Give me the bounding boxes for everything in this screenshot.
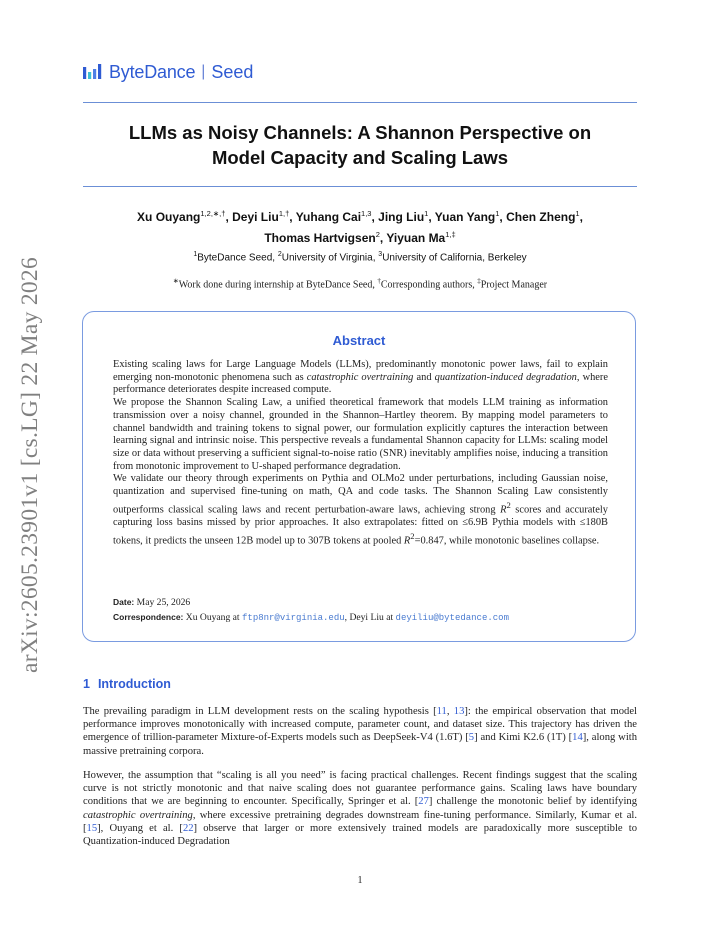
abstract-text: scores and accurately capturing loss basins missed by prior approaches. It also extrapolates: fitted on ≤6.9B Pythia models with ≤180B tokens, it predicts the unseen 12B model up to 307B tokens at pooled bbox=[113, 504, 608, 547]
authors-line-2: Thomas Hartvigsen$^2$, Yiyuan $Ma^{1,\ddagger}$ bbox=[264, 230, 456, 245]
title-line-1: LLMs as Noisy Channels: A Shannon Perspective on bbox=[128, 122, 592, 143]
sub-brand-name: Seed bbox=[211, 61, 254, 82]
section-title: Introduction bbox=[97, 677, 171, 691]
paper-title bbox=[83, 120, 637, 170]
abstract-text: and bbox=[413, 371, 435, 383]
author-name: Jing Liu bbox=[378, 210, 425, 224]
correspondence-text: Xu Ouyang at bbox=[185, 612, 240, 623]
citation-link[interactable]: 27 bbox=[418, 796, 429, 808]
note-text: Corresponding authors bbox=[380, 279, 473, 291]
intro-paragraph-1: The prevailing paradigm in LLM development rests on the scaling hypothesis [11, 13]: the empirical observation that model performance improves monotonically with increased compute, parameter count, and dataset size. This trajectory has driven the emergence of trillion-parameter Mixture-of-Experts models such as DeepSeek-V4 (1.6T) [5] and Kimi K2.6 (1T) [14], along with massive pretraining corpora. bbox=[83, 706, 638, 757]
author-affil-marker: 2 bbox=[375, 230, 380, 239]
author-affil-marker: 1,† bbox=[278, 209, 290, 218]
abstract-emphasis: quantization-induced degradation bbox=[434, 371, 577, 383]
affil-marker: 2 bbox=[277, 251, 282, 258]
author-notes: ∗Work done during internship at ByteDance Seed, †Corresponding authors, ‡Project Manager bbox=[172, 277, 548, 291]
author-affil-marker: 1 bbox=[575, 209, 580, 218]
note-marker: † bbox=[377, 277, 381, 285]
citation-link[interactable]: 22 bbox=[182, 822, 194, 834]
affil-marker: 3 bbox=[378, 251, 383, 258]
bytedance-seed-logo bbox=[83, 60, 253, 84]
affiliations: $^1$ByteDance Seed, $^2$University of Virginia, $^3$University of California, Berkeley bbox=[193, 251, 527, 264]
r-squared: R bbox=[500, 504, 507, 516]
affil-marker: 1 bbox=[193, 251, 198, 258]
author-affil-marker: 1,‡ bbox=[445, 230, 456, 239]
citation-link[interactable]: 14 bbox=[572, 732, 583, 744]
r-squared: R bbox=[403, 535, 411, 547]
brand-name: ByteDance bbox=[109, 61, 196, 82]
citation-link[interactable]: 13 bbox=[453, 706, 465, 717]
intro-paragraph-2: However, the assumption that “scaling is all you need” is facing practical challenges. Recent findings suggest that the scaling curve is not strictly monotonic and that naive scaling does not guarantee performance gains. Scaling laws have boundary conditions that we are beginning to encounter. Specifically, Springer et al. [27] challenge the monotonic belief by identifying catastrophic overtraining, where excessive pretraining degrades downstream fine-tuning performance. Similarly, Kumar et al. [15], Ouyang et al. [22] observe that larger or more extensively trained models are paradoxically more susceptible to Quantization-induced Degradation bbox=[83, 770, 637, 848]
affiliation: ByteDance Seed bbox=[197, 252, 273, 264]
note-marker: ‡ bbox=[477, 277, 481, 285]
abstract-text: We validate our theory through experiments on Pythia and OLMo2 under perturbations, including Gaussian noise, quantization and supervised fine-tuning on math, QA and code tasks. The Shannon Scaling Law consistently outperforms classical scaling laws and recent perturbation-aware laws, achieving strong bbox=[113, 473, 608, 516]
abstract-text: =0.847, while monotonic baselines collapse. bbox=[414, 535, 600, 547]
abstract-emphasis: catastrophic overtraining bbox=[306, 371, 414, 383]
author-list bbox=[83, 205, 637, 247]
page-number: 1 bbox=[357, 875, 363, 886]
citation-link[interactable]: 11 bbox=[436, 706, 447, 717]
abstract-box bbox=[82, 311, 636, 642]
author-name: Deyi Liu bbox=[232, 210, 279, 224]
author-name: Chen Zheng bbox=[506, 210, 576, 224]
abstract-text: , where performance deteriorates despite increased compute. bbox=[113, 371, 608, 396]
author-affil-marker: 1 bbox=[495, 209, 500, 218]
author-affil-marker: 1 bbox=[424, 209, 429, 218]
note-text: Project Manager bbox=[480, 279, 548, 291]
correspondence-text: , Deyi Liu at bbox=[344, 612, 394, 623]
author-name: Thomas Hartvigsen bbox=[264, 231, 376, 245]
correspondence-line bbox=[113, 610, 608, 626]
top-rule bbox=[83, 102, 637, 103]
title-rule bbox=[83, 186, 637, 187]
author-name: Xu Ouyang bbox=[137, 210, 201, 224]
abstract-paragraph bbox=[113, 359, 608, 397]
email-link[interactable]: deyiliu@bytedance.com bbox=[395, 613, 509, 623]
date-value: May 25, 2026 bbox=[136, 597, 191, 608]
author-name: Yiyuan Ma bbox=[386, 231, 446, 245]
arxiv-stamp-text: arXiv:2605.23901v1 [cs.LG] 22 May 2026 bbox=[17, 256, 43, 674]
abstract-paragraph: We validate our theory through experiments on Pythia and OLMo2 under perturbations, including Gaussian noise, quantization and supervised fine-tuning on math, QA and code tasks. The Shannon Scaling Law consistently outperforms classical scaling laws and recent perturbation-aware laws, achieving strong $R^2$ scores and accurately capturing loss basins missed by prior approaches. It also extrapolates: fitted on ≤6.9B Pythia models with ≤180B tokens, it predicts the unseen 12B model up to 307B tokens at pooled $R^2=0.847$, while monotonic baselines collapse. bbox=[113, 473, 608, 547]
affiliation: University of Virginia bbox=[281, 252, 373, 264]
authors-line-1: Xu Ouyang$^{1,2,∗,\dagger}$, Deyi Liu$^{1,\dagger}$, Yuhang Cai$^{1,3}$, Jing Liu$^1$, Yuan Yang$^1$, Chen Zheng$^1$, bbox=[137, 209, 583, 224]
author-affil-marker: 1,3 bbox=[361, 209, 372, 218]
citation-link[interactable]: 5 bbox=[468, 732, 475, 744]
bytedance-logo-icon bbox=[83, 64, 103, 80]
abstract-paragraph: We propose the Shannon Scaling Law, a unified theoretical framework that models LLM training as information transmission over a noisy channel, grounded in the Shannon–Hartley theorem. By mapping model parameters to channel bandwidth and training tokens to signal power, our formulation explicitly captures the interaction between learning signal and intrinsic noise. This perspective reveals a fundamental Shannon capacity for LLMs: scaling model size or data without preserving a sufficient signal-to-noise ratio (SNR) inevitably amplifies noise, inducing a transition from monotonic improvement to U-shaped performance degradation. bbox=[113, 397, 608, 472]
correspondence-label: Correspondence: bbox=[113, 612, 184, 622]
title-line-2: Model Capacity and Scaling Laws bbox=[211, 147, 509, 168]
note-marker: ∗ bbox=[172, 277, 179, 285]
abstract-body bbox=[113, 359, 608, 548]
section-number: 1 bbox=[83, 677, 90, 691]
affiliation: University of California, Berkeley bbox=[382, 252, 527, 264]
author-affil-marker: 1,2,∗,† bbox=[200, 209, 226, 218]
date-label: Date: bbox=[113, 597, 135, 607]
abstract-text: Existing scaling laws for Large Language Models (LLMs), predominantly monotonic power laws, fail to explain emerging non-monotonic phenomena such as bbox=[113, 359, 608, 383]
brand-separator: | bbox=[201, 63, 206, 80]
date-line bbox=[113, 595, 608, 610]
note-text: Work done during internship at ByteDance Seed bbox=[178, 279, 373, 291]
author-name: Yuan Yang bbox=[434, 210, 496, 224]
email-link[interactable]: ftp8nr@virginia.edu bbox=[242, 613, 345, 623]
author-name: Yuhang Cai bbox=[295, 210, 362, 224]
citation-link[interactable]: 15 bbox=[86, 822, 98, 834]
abstract-meta bbox=[113, 595, 608, 626]
abstract-heading: Abstract bbox=[332, 333, 386, 348]
section-heading bbox=[83, 677, 171, 691]
